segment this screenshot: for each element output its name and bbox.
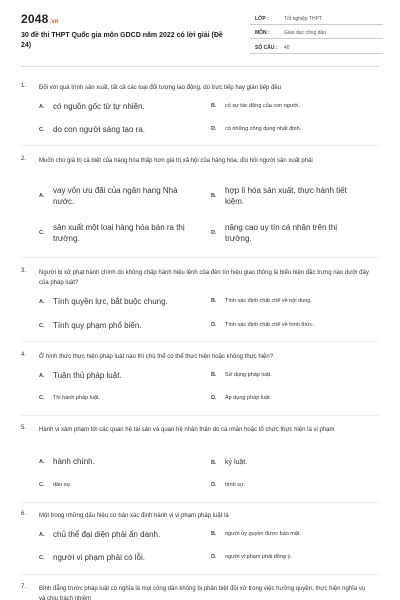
option-text: nâng cao uy tín cá nhân trên thị trường. bbox=[225, 223, 338, 243]
option-text: Tính quy phạm phổ biến. bbox=[53, 321, 142, 330]
option-text: có những công dụng nhất định. bbox=[225, 126, 302, 132]
option-text: Sử dụng pháp luật. bbox=[225, 372, 272, 378]
question-text: Một trong những dấu hiệu cơ bản xác định hành vi vi phạm pháp luật là bbox=[39, 513, 229, 519]
option-letter: C. bbox=[39, 395, 45, 401]
option-c[interactable] bbox=[39, 395, 199, 401]
option-d[interactable] bbox=[211, 322, 376, 328]
option-text: người vi phạm phải đồng ý. bbox=[225, 554, 292, 560]
option-b[interactable] bbox=[211, 531, 376, 537]
option-c[interactable] bbox=[39, 552, 199, 563]
option-text: hợp lí hóa sản xuất, thực hành tiết kiệm. bbox=[225, 186, 347, 206]
option-letter: A. bbox=[39, 372, 45, 379]
meta-value: Giáo dục công dân bbox=[284, 30, 326, 36]
option-letter: B. bbox=[211, 531, 217, 537]
option-letter: A. bbox=[39, 458, 45, 465]
option-letter: B. bbox=[211, 298, 217, 304]
meta-class-row bbox=[250, 12, 383, 25]
option-text: vay vốn ưu đãi của ngân hang Nhà nước. bbox=[53, 186, 178, 206]
option-a[interactable] bbox=[39, 370, 199, 381]
option-letter: A. bbox=[39, 103, 45, 110]
question-separator bbox=[21, 145, 379, 146]
question-number: 7. bbox=[21, 584, 27, 590]
option-c[interactable] bbox=[39, 124, 199, 135]
document-title: 30 đề thi THPT Quốc gia môn GDCD năm 2022 có lời giải (Đề 24) bbox=[21, 32, 223, 49]
option-d[interactable] bbox=[211, 126, 376, 132]
option-b[interactable] bbox=[211, 298, 376, 304]
option-text: Thi hành pháp luật. bbox=[53, 395, 101, 401]
site-logo[interactable] bbox=[21, 12, 59, 26]
question-separator bbox=[21, 502, 379, 503]
option-c[interactable] bbox=[39, 222, 199, 244]
option-text: hành chính. bbox=[53, 457, 95, 466]
meta-count-row bbox=[250, 41, 383, 54]
meta-value: 40 bbox=[284, 45, 290, 51]
option-text: do con người sáng tạo ra. bbox=[53, 125, 145, 134]
option-text: Tuân thủ pháp luật. bbox=[53, 371, 122, 380]
option-letter: D. bbox=[211, 482, 217, 488]
question-number: 4. bbox=[21, 352, 27, 358]
option-a[interactable] bbox=[39, 296, 199, 307]
option-letter: D. bbox=[211, 230, 217, 236]
question-text: Hành vi xâm phạm tới các quan hệ tài sản và quan hệ nhân thân do cá nhân hoặc tổ chức thực hiện là vi phạm bbox=[39, 427, 335, 433]
logo-tld: .vn bbox=[49, 19, 59, 25]
option-letter: C. bbox=[39, 554, 45, 561]
meta-label: SỐ CÂU : bbox=[255, 45, 278, 51]
option-b[interactable] bbox=[211, 372, 376, 378]
question-separator bbox=[21, 257, 379, 258]
option-letter: C. bbox=[39, 322, 45, 329]
option-b[interactable] bbox=[211, 185, 376, 207]
question-number: 3. bbox=[21, 268, 27, 274]
meta-subject-row bbox=[250, 26, 383, 39]
option-b[interactable] bbox=[211, 103, 376, 109]
meta-value: Tốt nghiệp THPT bbox=[284, 16, 322, 22]
option-d[interactable] bbox=[211, 222, 376, 244]
option-text: Tính xác định chặt chẽ về hình thức. bbox=[225, 322, 314, 328]
question-text: Đối với quá trình sản xuất, tất cả các loại đối tượng lao động, dù trực tiếp hay gián tiếp đều bbox=[39, 85, 282, 91]
header-divider bbox=[21, 66, 379, 67]
question-text: Bình đẳng trước pháp luật có nghĩa là mọi công dân không bị phân biệt đối xử trong việc hưởng quyền, thực hiện nghĩa vụ và chịu trách nhiệm bbox=[39, 586, 366, 600]
option-letter: C. bbox=[39, 126, 45, 133]
document-header bbox=[0, 0, 400, 64]
meta-label: MÔN : bbox=[255, 30, 270, 36]
logo-text: 2048 bbox=[21, 12, 49, 26]
option-letter: B. bbox=[211, 193, 217, 199]
option-text: kỷ luật. bbox=[225, 459, 248, 466]
question-number: 6. bbox=[21, 511, 27, 517]
option-letter: B. bbox=[211, 103, 217, 109]
option-d[interactable] bbox=[211, 554, 376, 560]
option-letter: A. bbox=[39, 531, 45, 538]
option-text: người vi phạm phải có lỗi. bbox=[53, 553, 145, 562]
option-letter: D. bbox=[211, 126, 217, 132]
option-a[interactable] bbox=[39, 185, 199, 207]
question-text: Muốn cho giá trị cá biệt của hàng hóa thấp hơn giá trị xã hội của hàng hóa, đòi hỏi người sản xuất phải bbox=[39, 158, 313, 164]
option-letter: B. bbox=[211, 459, 217, 466]
question-text: Ở hình thức thực hiện pháp luật nào thì chủ thể có thể thực hiện hoặc không thực hiện? bbox=[39, 354, 274, 360]
option-letter: C. bbox=[39, 482, 45, 488]
option-a[interactable] bbox=[39, 456, 199, 467]
option-d[interactable] bbox=[211, 482, 376, 488]
option-text: sản xuất một loại hàng hóa bán ra thị trường. bbox=[53, 223, 185, 243]
option-c[interactable] bbox=[39, 482, 199, 488]
option-a[interactable] bbox=[39, 101, 199, 112]
question-text: Người bị xử phạt hành chính do không chấp hành hiệu lệnh của đèn tín hiệu giao thông là biểu hiện đặc trưng nào dưới đây của pháp luật? bbox=[39, 270, 369, 286]
question-number: 1. bbox=[21, 83, 27, 89]
option-b[interactable] bbox=[211, 457, 376, 468]
option-letter: D. bbox=[211, 322, 217, 328]
option-letter: A. bbox=[39, 298, 45, 305]
option-text: dân sự. bbox=[53, 482, 72, 488]
question-number: 5. bbox=[21, 425, 27, 431]
option-text: hình sự. bbox=[225, 482, 246, 488]
question-separator bbox=[21, 341, 379, 342]
option-letter: C. bbox=[39, 230, 45, 236]
question-separator bbox=[21, 415, 379, 416]
question-separator bbox=[21, 574, 379, 575]
meta-label: LỚP : bbox=[255, 16, 269, 22]
option-letter: A. bbox=[39, 193, 45, 199]
option-text: Tính quyền lực, bắt buộc chung. bbox=[53, 297, 168, 306]
option-letter: B. bbox=[211, 372, 217, 378]
option-text: có nguồn gốc từ tự nhiên. bbox=[53, 102, 145, 111]
option-text: chủ thể đại diện phải ẩn danh. bbox=[53, 530, 161, 539]
option-text: người ủy quyền được bảo mật. bbox=[225, 531, 302, 537]
option-letter: D. bbox=[211, 554, 217, 560]
option-text: Áp dụng pháp luật. bbox=[225, 395, 272, 401]
option-text: Tính xác định chặt chẽ về nội dung. bbox=[225, 298, 312, 304]
question-number: 2. bbox=[21, 156, 27, 162]
option-text: có sự tác động của con người. bbox=[225, 103, 300, 109]
option-c[interactable] bbox=[39, 320, 199, 331]
option-a[interactable] bbox=[39, 529, 199, 540]
option-d[interactable] bbox=[211, 395, 376, 401]
option-letter: D. bbox=[211, 395, 217, 401]
